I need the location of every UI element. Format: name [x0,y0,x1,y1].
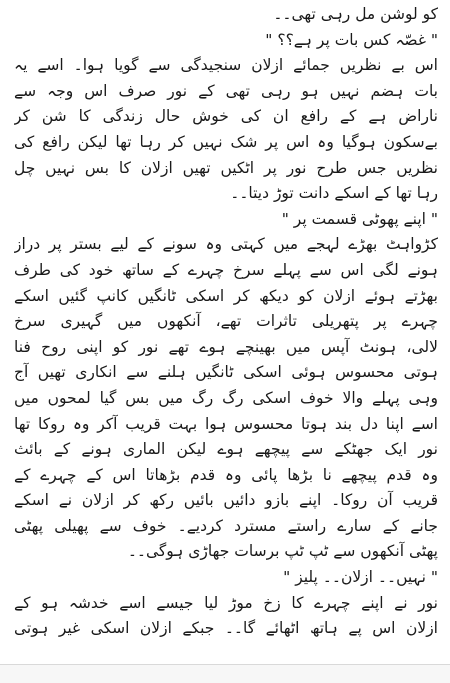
text-line: لالی، ہونٹ آپس میں بھینچے ہوے تھے نور کو اپنی روح فنا [14,337,438,356]
text-line: " غصّہ کس بات پر ہے؟؟ " [265,30,438,49]
text-line: ناراض ہے کے رافع ان کی خوش حال زندگی کا شن کر [14,107,438,126]
text-line: وہی پہلے والا خوف اسکی رگ رگ میں بس گیا لمحوں میں [14,388,438,407]
text-line: کو لوشن مل رہی تھی۔۔ [273,5,438,23]
text-line: بات ہضم نہیں ہو رہی تھی کے نور صرف اس وجہ سے [14,81,438,100]
text-line: کڑواہٹ بھڑے لہجے میں کہتی وہ سونے کے لیے بستر پر دراز [14,235,438,254]
text-line: ازلان اس پے ہاتھ اٹھائے گا۔۔ جبکے ازلان اسکی غیر ہوتی [14,619,438,638]
text-line: نظریں جس طرح نور پر اٹکیں تھیں ازلان کا بس نہیں چل [14,158,438,177]
text-line: اس بے نظریں جمائے ازلان سنجیدگی سے گویا ہوا۔ اسے یہ [14,56,438,75]
text-line: نور نے اپنے چہرے کا زخ موڑ لیا جیسے اسے خدشہ ہو کے [14,593,438,612]
text-line: ہوتی محسوس ہوئی اسکی ٹانگیں ہلنے سے انکاری تھیں آج [14,363,438,382]
article-body [14,2,438,642]
text-line: چہرے پر پتھریلی تاثرات تھے، آنکھوں میں گہیری سرخ [14,312,438,331]
text-line: جانے کے سارے راستے مسترد کردیے۔ خوف سے پھیلی پھٹی [14,516,438,535]
text-line: بےسکون ہوگیا وہ اس پر شک نہیں کر رہا تھا لیکن رافع کی [14,132,438,151]
bottom-bar [0,664,450,683]
text-line: نور ایک جھٹکے سے پیچھے ہوے لیکن الماری ہونے کے بائث [14,440,438,459]
text-line: اسے اپنا دل بند ہوتا محسوس ہوا بہت قریب آکر وہ روکا تھا [14,414,438,433]
text-line: رہا تھا کے اسکے دانت توڑ دیتا۔۔ [230,184,438,203]
text-line: " اپنے پھوٹی قسمت پر " [281,209,438,228]
text-line: ہونے لگی اس سے پہلے سرخ چہرے کے ساتھ خود کی طرف [14,260,438,279]
text-line: بھڑتے ہوئے ازلان کو دیکھ کر اسکی ٹانگیں کانپ گئیں اسکے [14,286,438,305]
text-line: " نہیں۔۔ ازلان۔۔ پلیز " [283,568,438,587]
text-line: پھٹی آنکھوں سے ٹپ ٹپ برسات جھاڑی ہوگی۔۔ [127,542,438,561]
text-line: قریب آن روکا۔ اپنے بازو دائیں بائیں رکھ کر ازلان نے اسکے [14,491,438,510]
text-line: وہ قدم پیچھے نا بڑھا پائی وہ قدم بڑھاتا اس کے چہرے کے [14,465,438,484]
